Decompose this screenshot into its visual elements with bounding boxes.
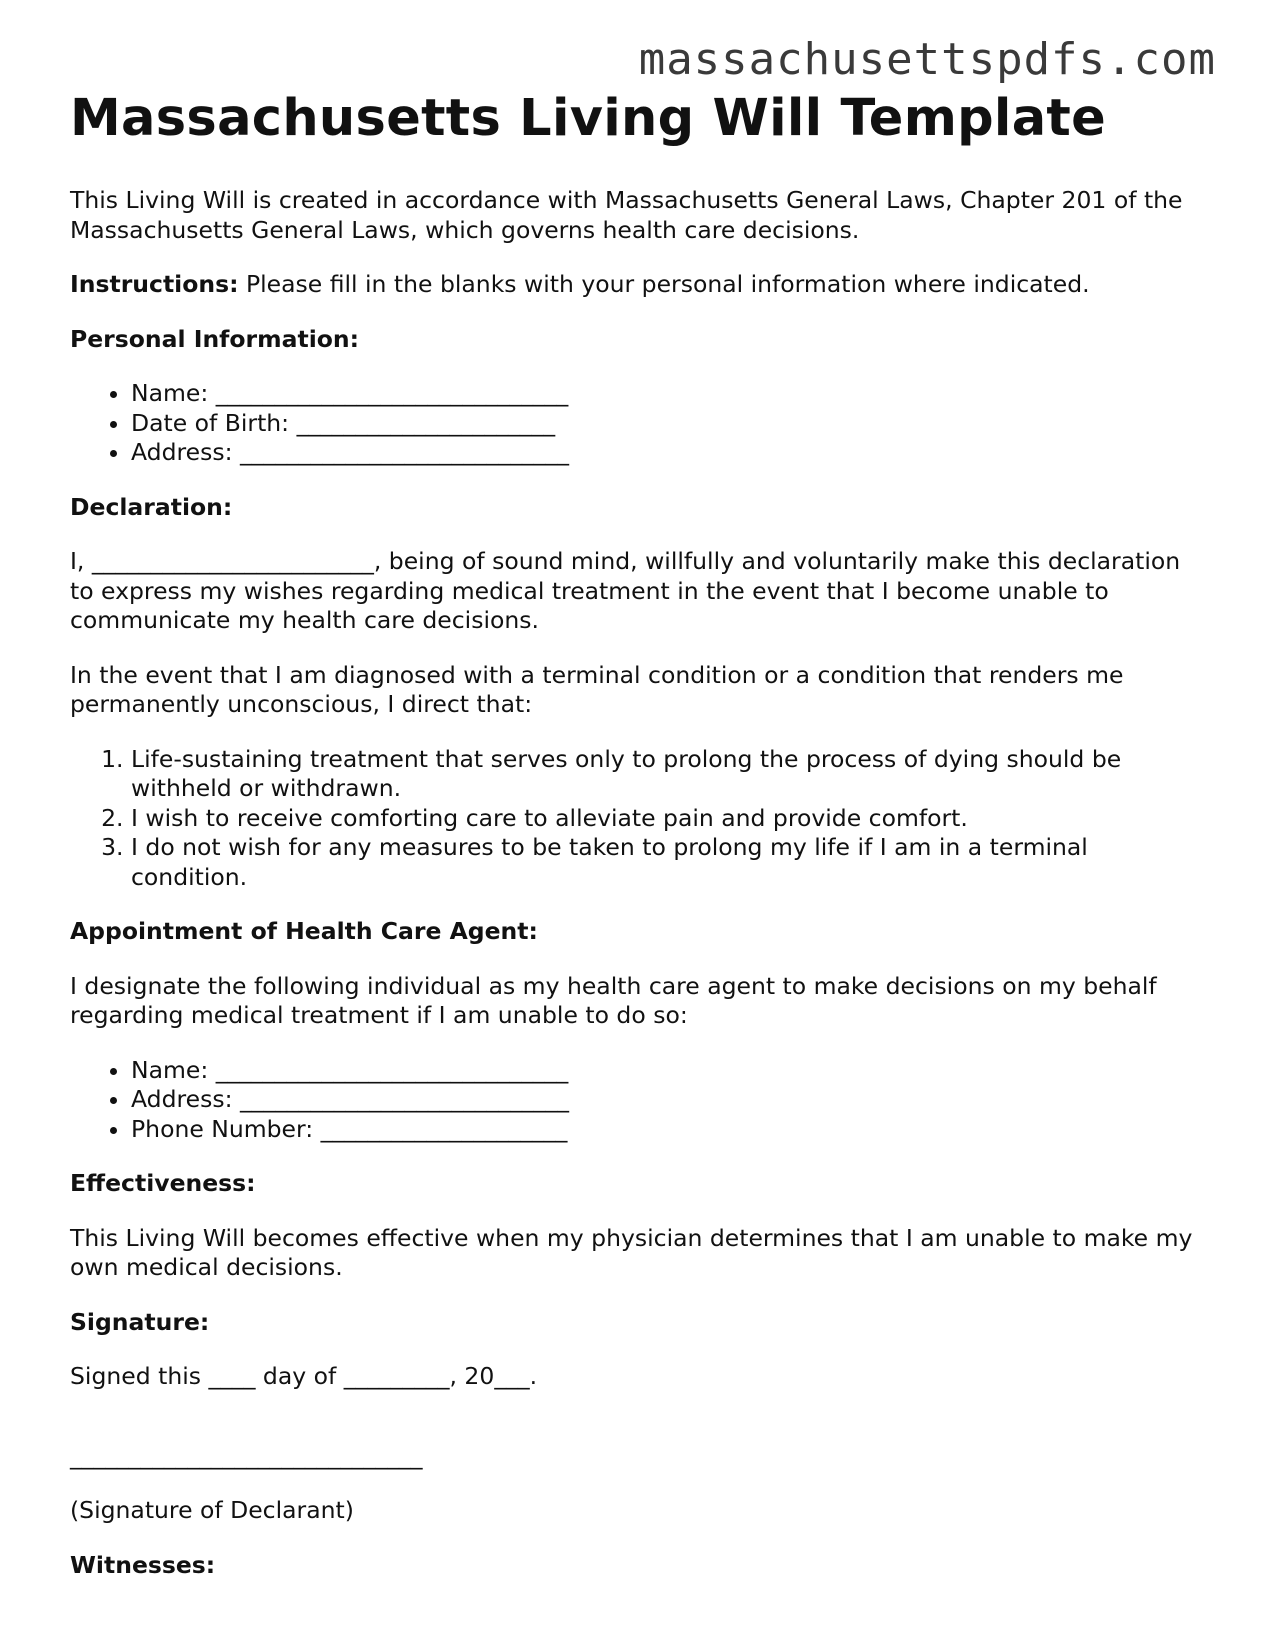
signature-caption: (Signature of Declarant)	[70, 1496, 354, 1524]
directive-item: 1. Life-sustaining treatment that serves only to prolong the process of dying should be withheld or withdrawn.	[131, 745, 1210, 804]
declaration-heading: Declaration:	[70, 492, 233, 521]
signature-spacer	[70, 1417, 1210, 1442]
document-page	[70, 88, 1210, 1605]
witnesses-heading: Witnesses:	[70, 1550, 216, 1579]
personal-information-list	[70, 379, 1210, 468]
instructions-label: Instructions:	[70, 270, 239, 298]
directive-list	[70, 745, 1210, 893]
agent-heading: Appointment of Health Care Agent:	[70, 917, 538, 945]
agent-address-field: • Address: ____________________________	[131, 1085, 1210, 1115]
directive-item: 3. I do not wish for any measures to be taken to prolong my life if I am in a terminal condition.	[131, 833, 1210, 892]
directive-intro-paragraph: In the event that I am diagnosed with a terminal condition or a condition that renders me permanently unconscious, I direct that:	[70, 660, 1124, 718]
site-watermark: massachusettspdfs.com	[638, 34, 1216, 85]
instructions-text: Please fill in the blanks with your personal information where indicated.	[238, 270, 1090, 298]
personal-name-field: • Name: ______________________________	[131, 379, 1210, 409]
declaration-paragraph: I, ________________________, being of sound mind, willfully and voluntarily make this declaration to express my wishes regarding medical treatment in the event that I become unable to communicate my health care decisions.	[70, 547, 1181, 634]
agent-paragraph: I designate the following individual as my health care agent to make decisions on my behalf regarding medical treatment if I am unable to do so:	[70, 971, 1157, 1029]
personal-information-heading: Personal Information:	[70, 324, 360, 353]
instructions-paragraph	[70, 270, 1210, 300]
effectiveness-paragraph: This Living Will becomes effective when my physician determines that I am unable to make my own medical decisions.	[70, 1223, 1193, 1281]
agent-name-field: • Name: ______________________________	[131, 1056, 1210, 1086]
agent-list	[70, 1056, 1210, 1145]
agent-phone-field: • Phone Number: _____________________	[131, 1115, 1210, 1145]
signed-date-line: Signed this ____ day of _________, 20___.	[70, 1362, 538, 1390]
personal-address-field: • Address: ____________________________	[131, 438, 1210, 468]
signature-heading: Signature:	[70, 1307, 210, 1336]
effectiveness-heading: Effectiveness:	[70, 1169, 256, 1197]
personal-dob-field: • Date of Birth: ______________________	[131, 409, 1210, 439]
directive-item: 2. I wish to receive comforting care to alleviate pain and provide comfort.	[131, 804, 1210, 834]
document-title: Massachusetts Living Will Template	[70, 89, 1107, 148]
signature-line: ______________________________	[70, 1441, 423, 1470]
intro-paragraph: This Living Will is created in accordance with Massachusetts General Laws, Chapter 201 of the Massachusetts General Laws, which governs health care decisions.	[70, 186, 1183, 244]
